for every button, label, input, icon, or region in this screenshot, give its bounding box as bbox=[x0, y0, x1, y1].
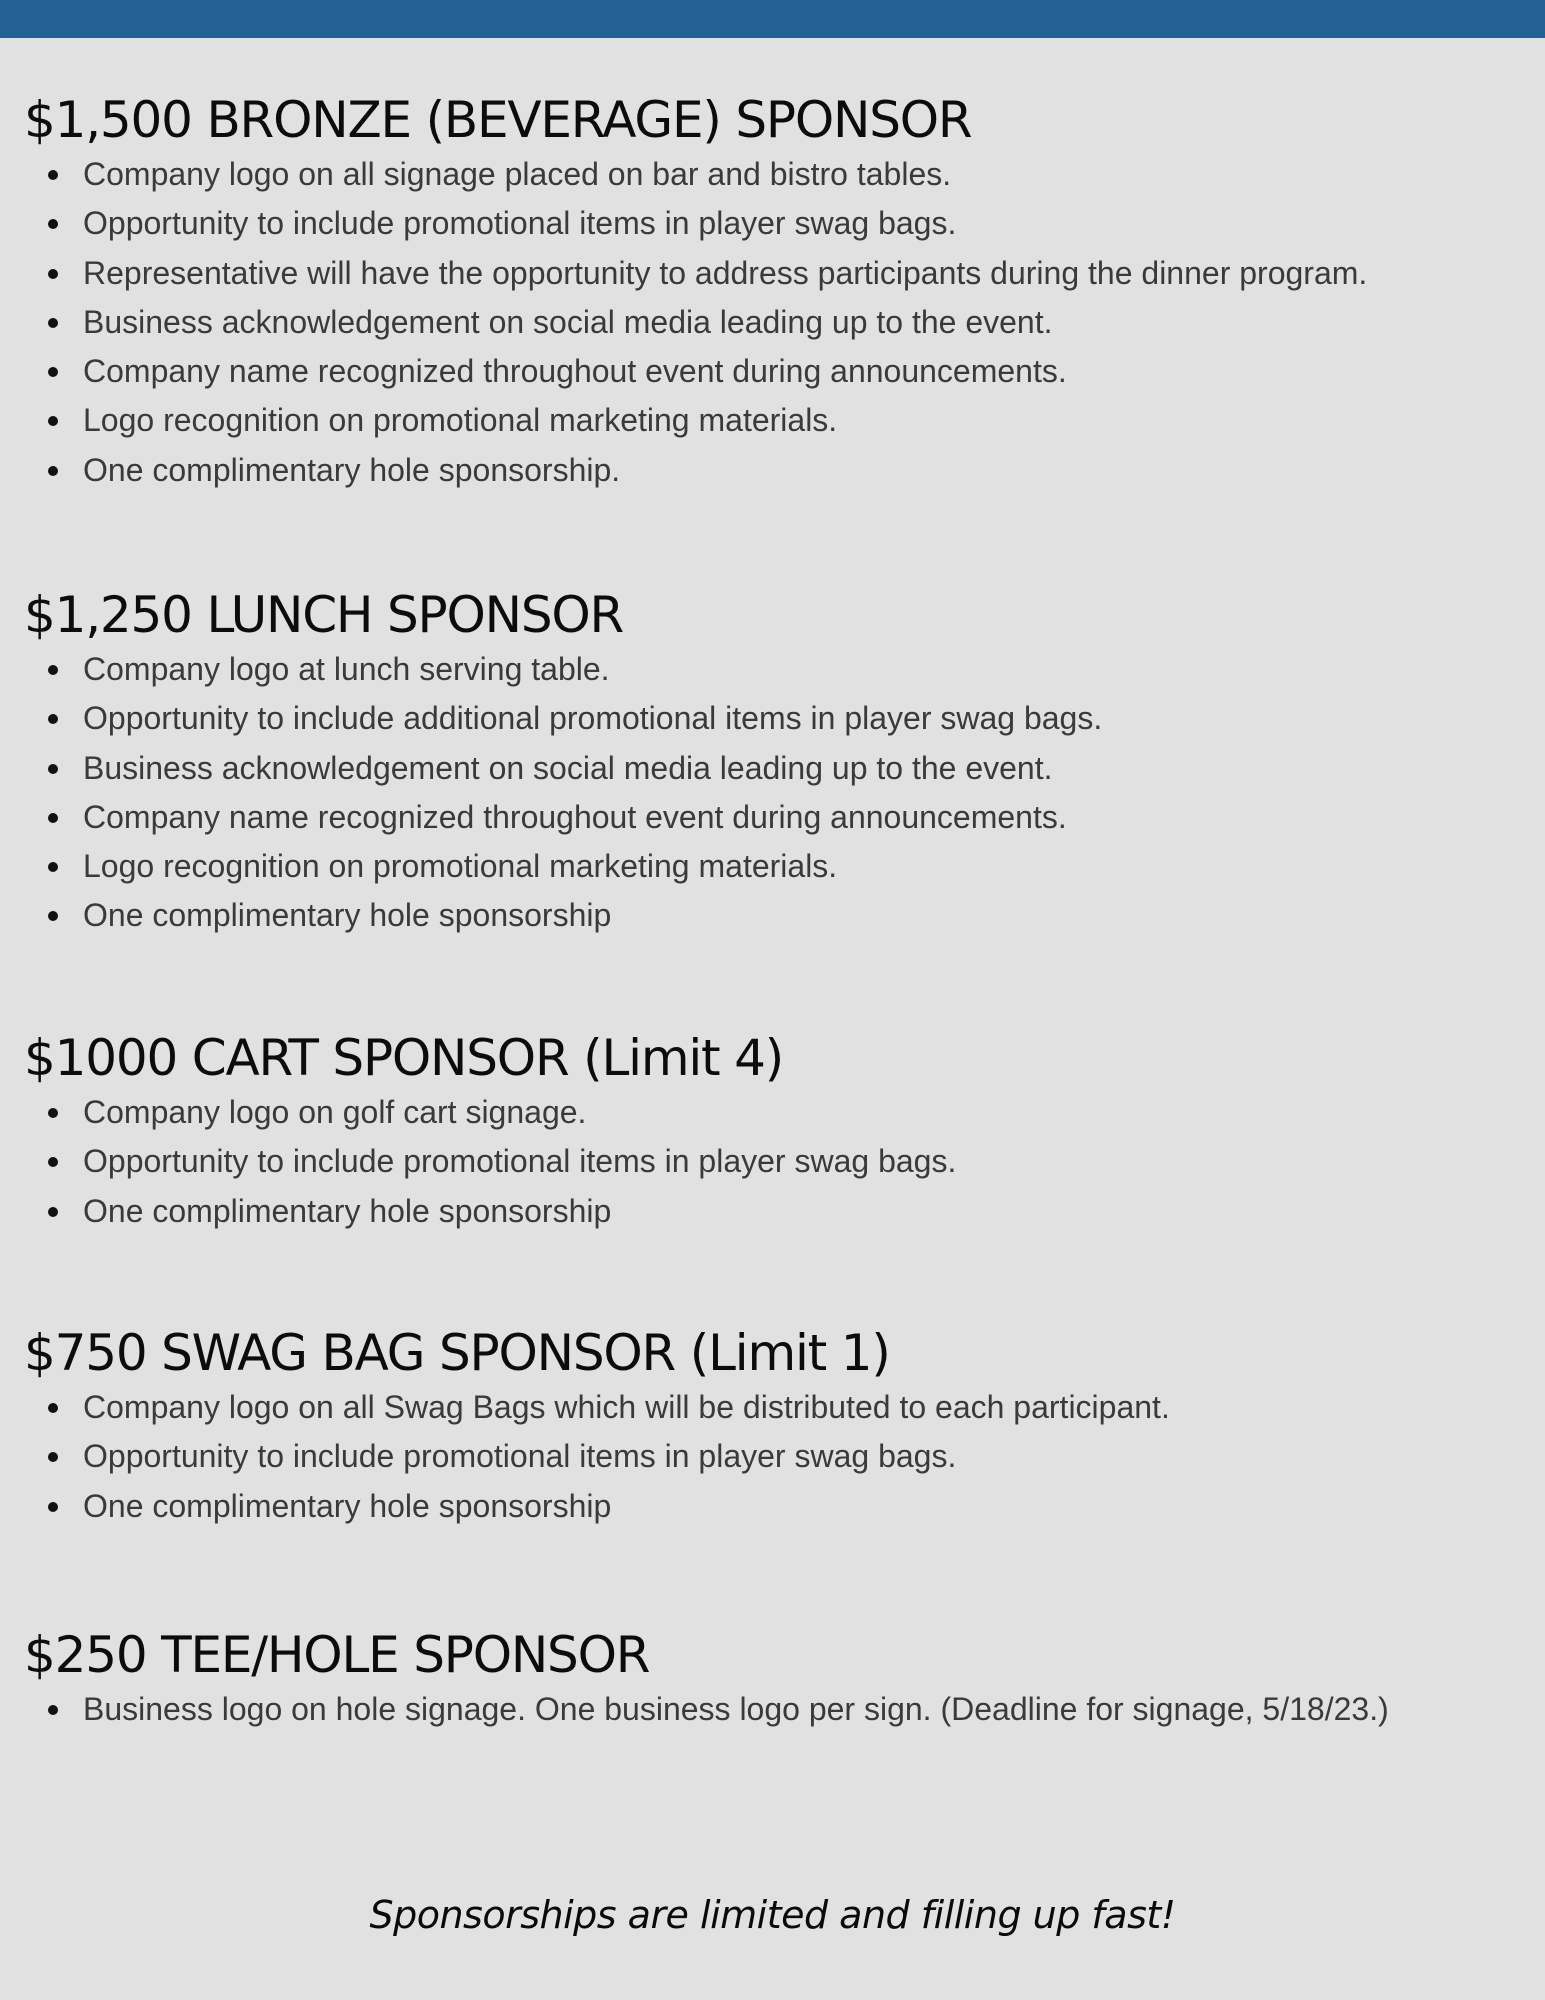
bullet-icon bbox=[48, 764, 58, 774]
benefit-item bbox=[24, 446, 1524, 495]
footer-note: Sponsorships are limited and filling up fast! bbox=[369, 1893, 1176, 1937]
benefit-list bbox=[24, 1088, 1524, 1236]
benefit-text: Company logo on golf cart signage. bbox=[83, 1094, 587, 1130]
bullet-icon bbox=[48, 714, 58, 724]
sponsor-section-cart bbox=[24, 1028, 1524, 1236]
benefit-item bbox=[24, 744, 1524, 793]
sponsor-section-bronze bbox=[24, 90, 1524, 495]
benefit-text: Business acknowledgement on social media leading up to the event. bbox=[83, 303, 1053, 340]
benefit-list bbox=[24, 150, 1524, 495]
benefit-text: Company name recognized throughout event during announcements. bbox=[83, 353, 1067, 390]
benefit-text: Business logo on hole signage. One business logo per sign. (Deadline for signage, 5/18/23.) bbox=[83, 1691, 1389, 1727]
bullet-icon bbox=[48, 219, 58, 229]
benefit-text: Opportunity to include additional promotional items in player swag bags. bbox=[83, 700, 1103, 737]
bullet-icon bbox=[48, 1207, 58, 1217]
benefit-item bbox=[24, 1137, 1524, 1186]
bullet-icon bbox=[48, 367, 58, 377]
benefit-text: Opportunity to include promotional items in player swag bags. bbox=[83, 1143, 957, 1180]
bullet-icon bbox=[48, 416, 58, 426]
bullet-icon bbox=[48, 466, 58, 476]
benefit-item bbox=[24, 1187, 1524, 1236]
sponsor-section-tee-hole bbox=[24, 1625, 1524, 1734]
benefit-item bbox=[24, 199, 1524, 248]
benefit-item bbox=[24, 1482, 1524, 1531]
benefit-item bbox=[24, 842, 1524, 891]
benefit-list bbox=[24, 1685, 1524, 1734]
benefit-text: Company logo on all Swag Bags which will be distributed to each participant. bbox=[83, 1389, 1170, 1425]
benefit-item bbox=[24, 1432, 1524, 1481]
bullet-icon bbox=[48, 170, 58, 180]
benefit-item bbox=[24, 694, 1524, 743]
benefit-text: Opportunity to include promotional items in player swag bags. bbox=[83, 205, 957, 242]
sponsor-section-lunch bbox=[24, 585, 1524, 941]
bullet-icon bbox=[48, 269, 58, 279]
section-title: $1,500 BRONZE (BEVERAGE) SPONSOR bbox=[24, 91, 972, 149]
bullet-icon bbox=[48, 1502, 58, 1512]
bullet-icon bbox=[48, 1452, 58, 1462]
benefit-item bbox=[24, 150, 1524, 199]
benefit-text: One complimentary hole sponsorship bbox=[83, 897, 612, 934]
benefit-item bbox=[24, 1383, 1524, 1432]
benefit-text: Company logo at lunch serving table. bbox=[83, 651, 610, 687]
benefit-item bbox=[24, 347, 1524, 396]
bullet-icon bbox=[48, 1403, 58, 1413]
bullet-icon bbox=[48, 318, 58, 328]
benefit-text: One complimentary hole sponsorship bbox=[83, 1487, 612, 1524]
benefit-list bbox=[24, 1383, 1524, 1531]
benefit-text: Logo recognition on promotional marketing materials. bbox=[83, 402, 838, 439]
benefit-item bbox=[24, 396, 1524, 445]
benefit-text: Representative will have the opportunity to address participants during the dinner program. bbox=[83, 254, 1368, 291]
benefit-text: One complimentary hole sponsorship. bbox=[83, 451, 621, 488]
benefit-text: Business acknowledgement on social media leading up to the event. bbox=[83, 749, 1053, 786]
section-title: $1,250 LUNCH SPONSOR bbox=[24, 586, 624, 644]
benefit-item bbox=[24, 249, 1524, 298]
section-title: $750 SWAG BAG SPONSOR (Limit 1) bbox=[24, 1324, 890, 1382]
bullet-icon bbox=[48, 1108, 58, 1118]
benefit-item bbox=[24, 1685, 1524, 1734]
benefit-text: Company name recognized throughout event during announcements. bbox=[83, 798, 1067, 835]
bullet-icon bbox=[48, 862, 58, 872]
benefit-list bbox=[24, 645, 1524, 941]
bullet-icon bbox=[48, 1705, 58, 1715]
top-banner-bar bbox=[0, 0, 1545, 38]
benefit-text: One complimentary hole sponsorship bbox=[83, 1192, 612, 1229]
sponsor-section-swag-bag bbox=[24, 1323, 1524, 1531]
section-title: $1000 CART SPONSOR (Limit 4) bbox=[24, 1029, 784, 1087]
benefit-item bbox=[24, 298, 1524, 347]
section-title: $250 TEE/HOLE SPONSOR bbox=[24, 1626, 650, 1684]
benefit-text: Logo recognition on promotional marketing materials. bbox=[83, 848, 838, 885]
bullet-icon bbox=[48, 813, 58, 823]
bullet-icon bbox=[48, 1157, 58, 1167]
benefit-text: Company logo on all signage placed on bar and bistro tables. bbox=[83, 156, 952, 192]
bullet-icon bbox=[48, 911, 58, 921]
benefit-text: Opportunity to include promotional items in player swag bags. bbox=[83, 1438, 957, 1475]
benefit-item bbox=[24, 1088, 1524, 1137]
benefit-item bbox=[24, 645, 1524, 694]
bullet-icon bbox=[48, 665, 58, 675]
benefit-item bbox=[24, 793, 1524, 842]
benefit-item bbox=[24, 891, 1524, 940]
